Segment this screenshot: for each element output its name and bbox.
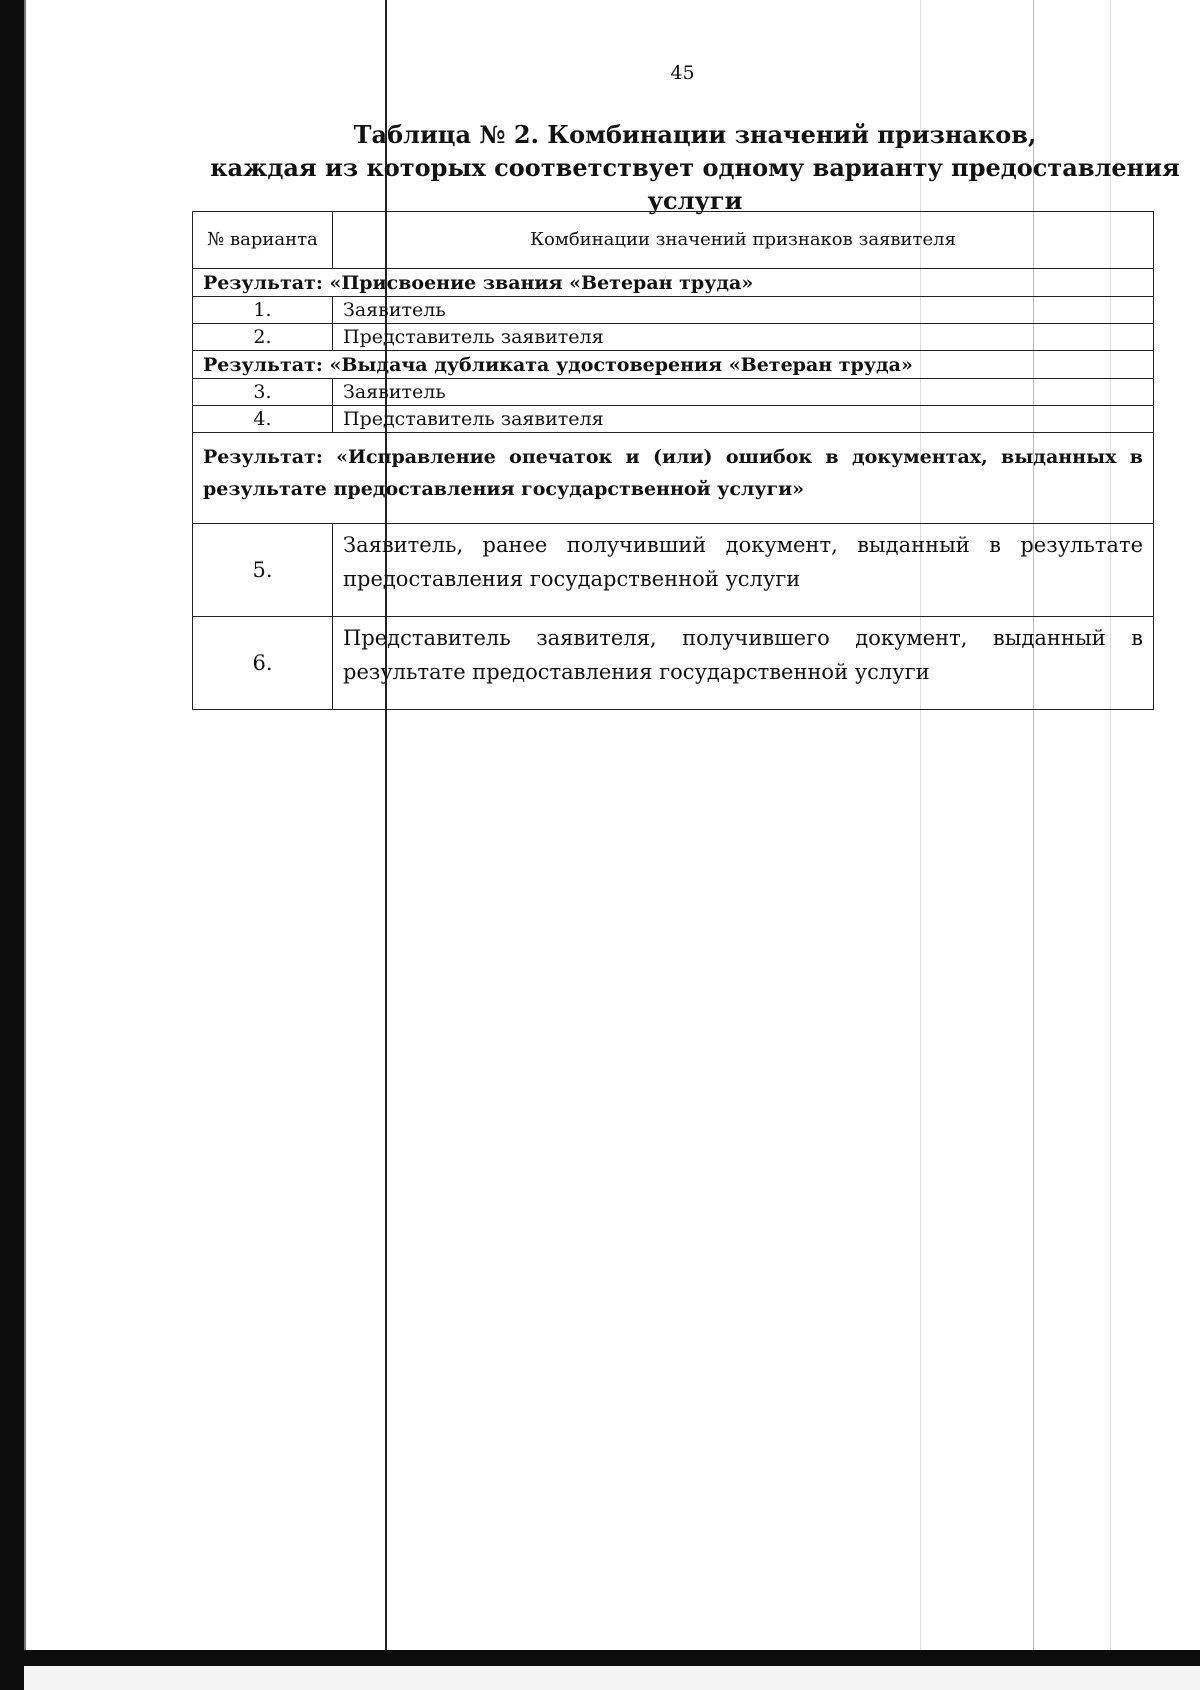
variant-row bbox=[193, 524, 1154, 617]
variant-text: Заявитель bbox=[333, 379, 1154, 406]
result-label: Результат: «Присвоение звания «Ветеран труда» bbox=[193, 269, 1154, 297]
variant-text: Представитель заявителя bbox=[333, 406, 1154, 433]
variant-row bbox=[193, 297, 1154, 324]
variant-row bbox=[193, 617, 1154, 710]
scan-border-left-edge bbox=[24, 0, 26, 1690]
result-row bbox=[193, 433, 1154, 524]
variant-number: 6. bbox=[193, 617, 333, 710]
header-combinations: Комбинации значений признаков заявителя bbox=[333, 212, 1154, 269]
variant-text: Представитель заявителя, получившего документ, выданный в результате предоставления государственной услуги bbox=[333, 617, 1154, 710]
variant-row bbox=[193, 406, 1154, 433]
result-row bbox=[193, 269, 1154, 297]
variant-number: 3. bbox=[193, 379, 333, 406]
variant-number: 1. bbox=[193, 297, 333, 324]
scan-border-bottom bbox=[24, 1650, 1200, 1666]
table-title-line-1: Таблица № 2. Комбинации значений признаков, bbox=[353, 120, 1037, 149]
variant-row bbox=[193, 324, 1154, 351]
variant-number: 4. bbox=[193, 406, 333, 433]
variant-text: Представитель заявителя bbox=[333, 324, 1154, 351]
variant-text: Заявитель bbox=[333, 297, 1154, 324]
variant-number: 2. bbox=[193, 324, 333, 351]
table-title bbox=[195, 118, 1195, 217]
scan-border-left bbox=[0, 0, 24, 1690]
variant-number: 5. bbox=[193, 524, 333, 617]
table-header-row bbox=[193, 212, 1154, 269]
variant-text: Заявитель, ранее получивший документ, выданный в результате предоставления государственной услуги bbox=[333, 524, 1154, 617]
result-label: Результат: «Исправление опечаток и (или) ошибок в документах, выданных в результате предоставления государственной услуги» bbox=[193, 433, 1154, 524]
header-variant-number: № варианта bbox=[193, 212, 333, 269]
result-label: Результат: «Выдача дубликата удостоверения «Ветеран труда» bbox=[193, 351, 1154, 379]
page-number: 45 bbox=[670, 62, 695, 84]
result-row bbox=[193, 351, 1154, 379]
combinations-table bbox=[192, 211, 1154, 710]
variant-row bbox=[193, 379, 1154, 406]
table-title-line-2: каждая из которых соответствует одному варианту предоставления услуги bbox=[210, 153, 1180, 215]
scan-border-bottom-fade bbox=[24, 1666, 1200, 1690]
